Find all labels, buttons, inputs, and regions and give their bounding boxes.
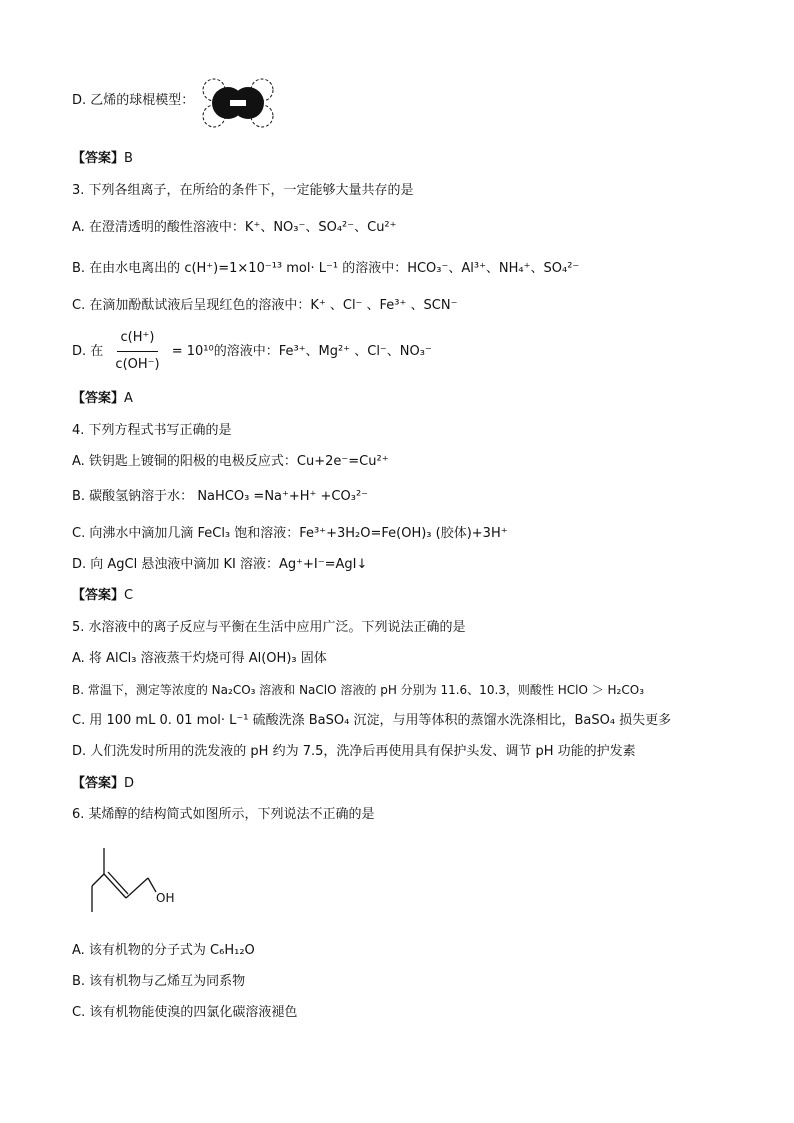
q3-answer xyxy=(72,390,133,408)
q4-answer xyxy=(72,587,133,605)
answer-label: 【答案】 xyxy=(72,588,125,603)
q6-option-a: A. 该有机物的分子式为 C₆H₁₂O xyxy=(72,943,255,958)
q5-option-b: B. 常温下，测定等浓度的 Na₂CO₃ 溶液和 NaClO 溶液的 pH 分别为 11.6、10.3，则酸性 HClO ＞ H₂CO₃ xyxy=(72,683,645,697)
fraction-numerator: c(H⁺) xyxy=(117,326,159,352)
q6-option-c: C. 该有机物能使溴的四氯化碳溶液褪色 xyxy=(72,1005,298,1020)
q2-option-d-text: D. 乙烯的球棍模型： xyxy=(72,93,195,108)
q5-stem: 5. 水溶液中的离子反应与平衡在生活中应用广泛。下列说法正确的是 xyxy=(72,620,466,635)
q3-stem: 3. 下列各组离子，在所给的条件下，一定能够大量共存的是 xyxy=(72,183,414,198)
q6-stem: 6. 某烯醇的结构简式如图所示，下列说法不正确的是 xyxy=(72,807,375,822)
q3-option-a: A. 在澄清透明的酸性溶液中：K⁺、NO₃⁻、SO₄²⁻、Cu²⁺ xyxy=(72,220,397,235)
q4-stem: 4. 下列方程式书写正确的是 xyxy=(72,423,232,438)
q4-option-b: B. 碳酸氢钠溶于水： NaHCO₃ =Na⁺+H⁺ +CO₃²⁻ xyxy=(72,489,369,504)
fraction-denominator: c(OH⁻) xyxy=(115,357,160,372)
q4-option-a: A. 铁钥匙上镀铜的阳极的电极反应式：Cu+2e⁻=Cu²⁺ xyxy=(72,454,389,469)
concentration-ratio-fraction xyxy=(111,326,163,377)
q5-option-c: C. 用 100 mL 0. 01 mol· L⁻¹ 硫酸洗涤 BaSO₄ 沉淀，与用等体积的蒸馏水洗涤相比，BaSO₄ 损失更多 xyxy=(72,713,672,728)
q5-answer xyxy=(72,775,134,793)
answer-value: C xyxy=(124,588,134,603)
answer-value: A xyxy=(124,391,133,406)
q5-option-a: A. 将 AlCl₃ 溶液蒸干灼烧可得 Al(OH)₃ 固体 xyxy=(72,651,327,666)
answer-label: 【答案】 xyxy=(72,776,125,791)
q2-option-d xyxy=(72,92,194,110)
q5-option-d: D. 人们洗发时所用的洗发液的 pH 约为 7.5，洗净后再使用具有保护头发、调节 pH 功能的护发素 xyxy=(72,744,636,759)
enol-structure-diagram xyxy=(86,842,186,920)
q6-option-b: B. 该有机物与乙烯互为同系物 xyxy=(72,974,246,989)
hydroxyl-label: OH xyxy=(156,891,175,905)
answer-label: 【答案】 xyxy=(72,391,125,406)
ethylene-ball-stick-model xyxy=(200,74,280,132)
q2-answer xyxy=(72,150,133,168)
q3-option-d-prefix: D. 在 xyxy=(72,344,104,359)
q4-option-d: D. 向 AgCl 悬浊液中滴加 KI 溶液：Ag⁺+I⁻=AgI↓ xyxy=(72,557,368,572)
q3-option-c: C. 在滴加酚酞试液后呈现红色的溶液中：K⁺ 、Cl⁻ 、Fe³⁺ 、SCN⁻ xyxy=(72,298,458,313)
q3-option-d xyxy=(72,326,432,377)
answer-value: D xyxy=(124,776,135,791)
answer-label: 【答案】 xyxy=(72,151,125,166)
skeletal-formula-bonds xyxy=(92,848,156,912)
q3-option-b: B. 在由水电离出的 c(H⁺)=1×10⁻¹³ mol· L⁻¹ 的溶液中：HCO₃⁻、Al³⁺、NH₄⁺、SO₄²⁻ xyxy=(72,261,580,276)
q4-option-c: C. 向沸水中滴加几滴 FeCl₃ 饱和溶液：Fe³⁺+3H₂O=Fe(OH)₃ (胶体)+3H⁺ xyxy=(72,526,508,541)
q3-option-d-suffix: = 10¹⁰的溶液中：Fe³⁺、Mg²⁺ 、Cl⁻、NO₃⁻ xyxy=(171,344,432,359)
answer-value: B xyxy=(124,151,133,166)
